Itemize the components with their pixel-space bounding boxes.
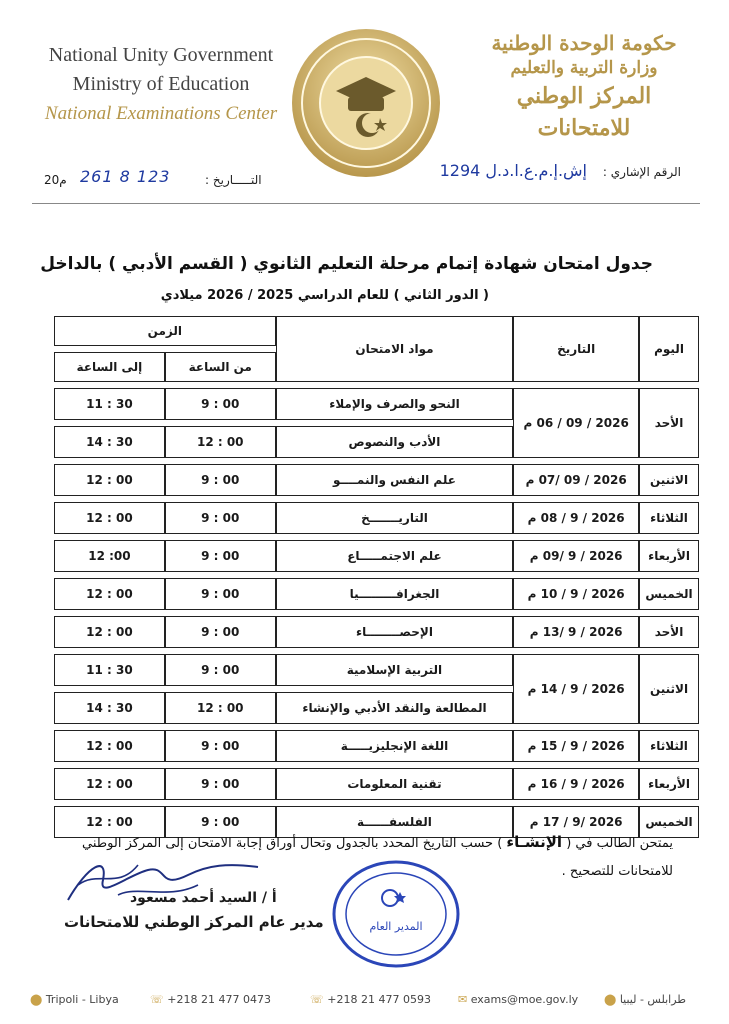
cell-day: الثلاثاء [639, 502, 699, 534]
table-row [54, 730, 699, 762]
cell-to-time: 12 : 00 [54, 616, 165, 648]
cell-date: 2026 / 09 / 06 م [513, 388, 639, 458]
arabic-letterhead [469, 30, 699, 144]
cell-subject: الإحصــــــــاء [276, 616, 514, 648]
date-value: 261 8 123 [80, 167, 171, 186]
phone-icon: ☏ [150, 993, 164, 1006]
cell-from-time: 12 : 00 [165, 692, 276, 724]
cell-to-time: 12 : 00 [54, 768, 165, 800]
cell-to-time: 14 : 30 [54, 692, 165, 724]
cell-date: 2026 / 9 / 10 م [513, 578, 639, 610]
cell-day: الاثنين [639, 654, 699, 724]
cell-subject: الفلسفــــــة [276, 806, 514, 838]
cell-day: الخميس [639, 578, 699, 610]
document-subtitle: ( الدور الثاني ) للعام الدراسي 2025 / 2026 ميلادي [160, 288, 489, 303]
cell-subject: التربية الإسلامية [276, 654, 514, 686]
note-before: يمتحن الطالب في ( [566, 836, 673, 851]
cell-from-time: 9 : 00 [165, 616, 276, 648]
date-label: التـــــاريخ : [205, 173, 262, 187]
ministry-seal-logo [288, 25, 444, 181]
cell-day: الاثنين [639, 464, 699, 496]
cell-day: الأربعاء [639, 768, 699, 800]
footer-phone-2: ☏ +218 21 477 0593 [310, 993, 431, 1006]
cell-date: 2026 /9 / 17 م [513, 806, 639, 838]
footer-right-city: طرابلس - ليبيا ⬤ [604, 993, 687, 1006]
cell-subject: التاريـــــــخ [276, 502, 514, 534]
note-bold-subject: الإنشـاء [506, 833, 563, 851]
table-row [54, 388, 699, 420]
cell-subject: تقنية المعلومات [276, 768, 514, 800]
cell-subject: علم النفس والنمــــو [276, 464, 514, 496]
official-stamp [330, 858, 462, 970]
cell-subject: علم الاجتمـــــاع [276, 540, 514, 572]
table-row [54, 540, 699, 572]
arabic-line-ministry: وزارة التربية والتعليم [510, 58, 658, 78]
cell-date: 2026 / 9 /09 م [513, 540, 639, 572]
arabic-line-government: حكومة الوحدة الوطنية [491, 31, 677, 55]
signatory-title: مدير عام المركز الوطني للامتحانات [64, 913, 324, 931]
cell-to-time: 12 : 00 [54, 578, 165, 610]
reference-value: إش.إ.م.ع.ا.د.ل 1294 [439, 161, 587, 180]
header-day: اليوم [639, 316, 699, 382]
header-time: الزمن [54, 316, 276, 346]
location-pin-icon: ⬤ [30, 993, 43, 1006]
cell-date: 2026 / 9 / 08 م [513, 502, 639, 534]
cell-from-time: 9 : 00 [165, 502, 276, 534]
table-row [54, 768, 699, 800]
header-date: التاريخ [513, 316, 639, 382]
cell-date: 2026 / 9 / 14 م [513, 654, 639, 724]
cell-date: 2026 / 9 /13 م [513, 616, 639, 648]
cell-from-time: 9 : 00 [165, 654, 276, 686]
english-line-government: National Unity Government [48, 44, 274, 66]
footer-left-city: ⬤ Tripoli - Libya [30, 993, 119, 1006]
table-row [54, 616, 699, 648]
cell-to-time: 11 : 30 [54, 388, 165, 420]
cell-to-time: 12 : 00 [54, 806, 165, 838]
reference-date-row [0, 161, 729, 195]
cell-to-time: 12 :00 [54, 540, 165, 572]
footer-phone-1: ☏ +218 21 477 0473 [150, 993, 271, 1006]
english-line-center: National Examinations Center [44, 103, 278, 124]
cell-day: الأحد [639, 388, 699, 458]
cell-subject: المطالعة والنقد الأدبي والإنشاء [276, 692, 514, 724]
cell-to-time: 11 : 30 [54, 654, 165, 686]
cell-day: الأحد [639, 616, 699, 648]
cell-subject: اللغة الإنجليزيـــــة [276, 730, 514, 762]
cell-day: الأربعاء [639, 540, 699, 572]
cell-from-time: 9 : 00 [165, 540, 276, 572]
cell-to-time: 12 : 00 [54, 464, 165, 496]
table-row [54, 654, 699, 686]
cell-from-time: 9 : 00 [165, 578, 276, 610]
cell-subject: الأدب والنصوص [276, 426, 514, 458]
english-letterhead [26, 42, 296, 129]
signatory-name: أ / السيد أحمد مسعود [130, 890, 277, 906]
cell-from-time: 9 : 00 [165, 464, 276, 496]
email-icon: ✉ [458, 993, 468, 1006]
cell-day: الثلاثاء [639, 730, 699, 762]
cell-to-time: 12 : 00 [54, 730, 165, 762]
note-after: ) حسب التاريخ المحدد بالجدول وتحال أوراق إجابة الامتحان إلى المركز الوطني للامتحانات للتصحيح . [82, 836, 673, 879]
fax-icon: ☏ [310, 993, 324, 1006]
table-row [54, 502, 699, 534]
cell-day: الخميس [639, 806, 699, 838]
reference-label: الرقم الإشاري : [602, 165, 681, 179]
cell-from-time: 12 : 00 [165, 426, 276, 458]
table-header-row [54, 316, 699, 346]
cell-from-time: 9 : 00 [165, 806, 276, 838]
stamp-text: المدير العام [369, 920, 423, 933]
header-divider [32, 203, 700, 204]
table-row [54, 578, 699, 610]
document-title: جدول امتحان شهادة إتمام مرحلة التعليم الثانوي ( القسم الأدبي ) بالداخل [40, 254, 653, 274]
page-footer [0, 985, 729, 1015]
english-line-ministry: Ministry of Education [72, 73, 250, 95]
cell-subject: النحو والصرف والإملاء [276, 388, 514, 420]
header-from: من الساعة [165, 352, 276, 382]
arabic-line-center: المركز الوطني للامتحانات [516, 83, 652, 141]
cell-subject: الجغرافـــــــــيا [276, 578, 514, 610]
date-suffix: 20م [44, 173, 67, 187]
cell-date: 2026 / 9 / 15 م [513, 730, 639, 762]
cell-from-time: 9 : 00 [165, 730, 276, 762]
cell-to-time: 14 : 30 [54, 426, 165, 458]
cell-to-time: 12 : 00 [54, 502, 165, 534]
header-to: إلى الساعة [54, 352, 165, 382]
table-row [54, 464, 699, 496]
cell-from-time: 9 : 00 [165, 388, 276, 420]
exam-schedule-table [54, 310, 699, 844]
cell-from-time: 9 : 00 [165, 768, 276, 800]
cell-date: 2026 / 09 /07 م [513, 464, 639, 496]
footer-email: ✉ exams@moe.gov.ly [458, 993, 579, 1006]
location-pin-icon: ⬤ [604, 993, 617, 1006]
header-subject: مواد الامتحان [276, 316, 514, 382]
cell-date: 2026 / 9 / 16 م [513, 768, 639, 800]
